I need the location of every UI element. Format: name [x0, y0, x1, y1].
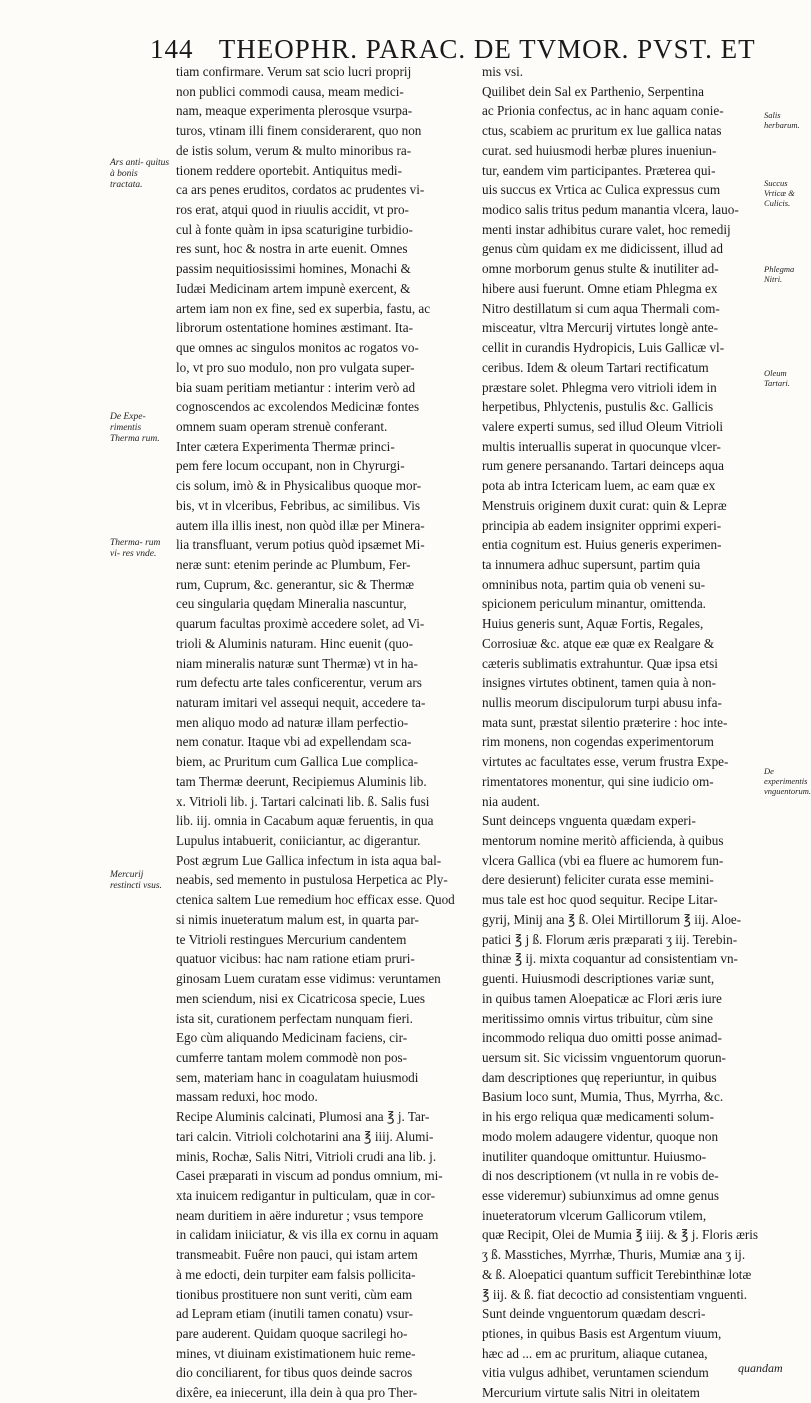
- text-line: uersum sit. Sic vicissim vnguentorum quorun-: [482, 1049, 726, 1065]
- text-line: rum genere persanando. Tartari deinceps aqua: [482, 458, 724, 474]
- text-line: ℥ iij. & ß. fiat decoctio ad consistentiam vnguenti.: [482, 1286, 748, 1302]
- text-line: tionem reddere oportebit. Antiquitus medi-: [176, 162, 402, 178]
- text-line: in calidam iniiciatur, & vis illa ex cornu in aquam: [176, 1227, 439, 1243]
- text-line: biem, ac Pruritum cum Gallica Lue complica-: [176, 754, 419, 770]
- text-line: spicionem periculum minantur, omittenda.: [482, 596, 706, 612]
- text-line: in quibus tamen Aloepaticæ ac Flori æris iure: [482, 990, 722, 1006]
- margin-note-thermarum: Therma- rum vi- res vnde.: [110, 538, 161, 559]
- text-line: mines, vt diuinam existimationem huic reme-: [176, 1345, 416, 1361]
- text-line: cellit in curandis Hydropicis, Luis Gallicæ vl-: [482, 340, 725, 356]
- text-line: lia transfluant, verum potius quòd ipsæmet Mi-: [176, 537, 425, 553]
- text-line: Menstruis originem duxit curat: quin & Lepræ: [482, 497, 727, 513]
- text-line: naturam imitari vel assequi nequit, accedere ta-: [176, 695, 426, 710]
- text-line: Huius generis sunt, Aquæ Fortis, Regales,: [482, 616, 704, 632]
- text-line: Corrosiuæ &c. atque eæ quæ ex Realgare &: [482, 635, 715, 651]
- text-line: pem fere locum occupant, non in Chyrurgi-: [176, 458, 405, 474]
- text-line: autem illa illis inest, non quòd illæ per Minera-: [176, 517, 425, 533]
- text-line: tam Thermæ deerunt, Recipiemus Aluminis lib.: [176, 773, 427, 789]
- text-line: rimentatores monentur, qui sine iudicio om-: [482, 773, 714, 789]
- text-line: ʒ ß. Masstiches, Myrrhæ, Thuris, Mumiæ ana ʒ ij.: [482, 1247, 746, 1263]
- text-line: di nos descriptionem (vt nulla in re vobis de-: [482, 1168, 719, 1184]
- text-line: Ego cùm aliquando Medicinam faciens, cir-: [176, 1030, 408, 1046]
- text-line: niam mineralis naturæ sunt Thermæ) vt in ha-: [176, 655, 418, 671]
- margin-note-unguenta: De experimentis vnguentorum.: [764, 766, 811, 796]
- text-line: entia cognitum est. Huius generis experimen-: [482, 537, 722, 553]
- text-line: ac Prionia confectus, ac in hanc aquam conie-: [482, 103, 724, 119]
- text-line: in his ergo reliqua quæ medicamenti solum-: [482, 1109, 714, 1125]
- text-line: artem iam non ex fine, sed ex superbia, fastu, ac: [176, 300, 431, 316]
- text-line: Quilibet dein Sal ex Parthenio, Serpentina: [482, 83, 704, 99]
- margin-note-phlegma: Phlegma Nitri.: [764, 264, 795, 284]
- text-line: cul à fonte quàm in ipsa scaturigine turbidio-: [176, 221, 413, 237]
- text-line: incommodo reliqua duo omitti posse animad-: [482, 1030, 722, 1046]
- text-line: à me edocti, dein turpiter eam falsis pollicita-: [176, 1266, 416, 1282]
- text-line: nullis meorum discipulorum turpi abusu infa-: [482, 695, 722, 710]
- text-line: ceu singularia quędam Mineralia nascuntur,: [176, 596, 407, 612]
- text-line: tari calcin. Vitrioli colchotarini ana ℥ iiij. Alumi-: [176, 1128, 434, 1144]
- text-line: quæ Recipit, Olei de Mumia ℥ iiij. & ℥ j. Floris æris: [482, 1227, 759, 1243]
- text-line: Casei præparati in viscum ad pondus omnium, mi-: [176, 1168, 443, 1184]
- text-line: cæteris sublimatis extrahuntur. Quæ ipsa etsi: [482, 655, 718, 671]
- text-line: lib. iij. omnia in Cacabum aquæ feruentis, in qua: [176, 813, 434, 829]
- text-line: esse videremur) subiunximus ad omne genus: [482, 1187, 719, 1203]
- text-line: modo molem adaugere videntur, quoque non: [482, 1128, 719, 1144]
- text-line: Sunt deinde vnguentorum quædam descri-: [482, 1306, 706, 1322]
- text-line: xta inuicem redigantur in pulticulam, quæ in cor-: [176, 1187, 436, 1203]
- text-line: patici ℥ j ß. Florum æris præparati ʒ iij. Terebin-: [482, 931, 738, 947]
- text-line: cognoscendos ac excolendos Medicinæ fontes: [176, 399, 420, 415]
- margin-note-experimentis: De Expe- rimentis Therma rum.: [110, 412, 160, 444]
- text-line: omninibus nota, partim quia ob veneni su-: [482, 576, 706, 592]
- margin-note-ars: Ars anti- quitus à bonis tractata.: [110, 158, 170, 190]
- text-line: non publici commodi causa, meam medici-: [176, 83, 404, 99]
- text-line: ta innumera adhuc supersunt, partim quia: [482, 556, 701, 572]
- text-line: modico salis tritus pedum manantia vlcera, lauo-: [482, 202, 739, 218]
- text-line: menti instar adhibitus curare valet, hoc remedij: [482, 221, 731, 237]
- text-line: genus cùm quidam ex me didicissent, illud ad: [482, 241, 723, 257]
- text-line: transmeabit. Fuêre non pauci, qui istam artem: [176, 1247, 418, 1263]
- text-line: ad Lepram etiam (inutili tamen conatu) vsur-: [176, 1306, 414, 1322]
- text-line: ros erat, atqui quod in riuulis accidit, vt pro-: [176, 202, 409, 218]
- text-line: cis solum, imò & in Physicalibus quoque mor-: [176, 478, 422, 494]
- text-line: bis, vt in vlceribus, Febribus, ac similibus. Vis: [176, 497, 421, 513]
- text-line: Inter cætera Experimenta Thermæ princi-: [176, 438, 395, 454]
- text-line: gyrij, Minij ana ℥ ß. Olei Mirtillorum ℥ iij. Aloe-: [482, 911, 742, 927]
- text-line: nam, meaque experimenta plerosque vsurpa-: [176, 103, 413, 119]
- text-line: que omnes ac singulos monitos ac rogatos vo-: [176, 340, 419, 356]
- text-line: nia audent.: [482, 793, 540, 809]
- text-line: uis succus ex Vrtica ac Culica expressus cum: [482, 182, 721, 198]
- text-line: mus tale est hoc quod sequitur. Recipe Litar-: [482, 892, 718, 908]
- text-line: trioli & Aluminis naturam. Hinc euenit (quo-: [176, 635, 413, 651]
- text-line: men sciendum, nisi ex Cicatricosa specie, Lues: [176, 990, 426, 1006]
- text-line: x. Vitrioli lib. j. Tartari calcinati lib. ß. Salis fusi: [176, 793, 430, 809]
- text-line: nem conatur. Itaque vbi ad expellendam sca-: [176, 734, 412, 750]
- text-line: mata sunt, præstat silentio præterire : hoc inte-: [482, 714, 728, 730]
- text-line: multis interuallis superat in quocunque vlcer-: [482, 438, 721, 454]
- text-line: rum, Cuprum, &c. generantur, sic & Thermæ: [176, 576, 415, 592]
- text-line: rim monens, non cogendas experimentorum: [482, 734, 714, 750]
- text-line: si nimis inueteratum malum est, in quarta par-: [176, 911, 419, 927]
- text-line: res sunt, hoc & nostra in arte euenit. Omnes: [176, 241, 408, 257]
- right-text-column: [482, 62, 764, 1403]
- text-line: thinæ ℥ ij. mixta coquantur ad consistentiam vn-: [482, 951, 738, 967]
- text-line: minis, Rochæ, Salis Nitri, Vitrioli crudi ana lib. j.: [176, 1148, 437, 1164]
- text-line: virtutes ac facultates esse, verum frustra Expe-: [482, 754, 729, 770]
- text-line: pare auderent. Quidam quoque sacrilegi ho-: [176, 1326, 408, 1341]
- text-line: mis vsi.: [482, 64, 524, 79]
- text-line: quarum facultas proximè accedere solet, ad Vi-: [176, 616, 425, 632]
- text-line: herpetibus, Phlyctenis, pustulis &c. Gallicis: [482, 399, 714, 415]
- text-line: omnem suam operam strenuè conferant.: [176, 418, 388, 434]
- text-line: Recipe Aluminis calcinati, Plumosi ana ℥ j. Tar-: [176, 1109, 430, 1125]
- text-line: Sunt deinceps vnguenta quædam experi-: [482, 813, 696, 829]
- left-text-column: [176, 62, 456, 1403]
- text-line: Lupulus intabuerit, coniiciantur, ac digerantur.: [176, 833, 421, 849]
- margin-note-mercurij: Mercurij restincti vsus.: [110, 870, 162, 891]
- text-line: principia ab eadem insigniter opprimi experi-: [482, 517, 722, 533]
- text-line: neam duritiem in aëre induretur ; vsus tempore: [176, 1207, 424, 1223]
- text-line: neabis, sed memento in pustulosa Herpetica ac Ply-: [176, 872, 448, 888]
- text-line: meritissimo omnis virtus tribuitur, cùm sine: [482, 1010, 713, 1026]
- text-line: cumferre tantam molem commodè non pos-: [176, 1049, 408, 1065]
- text-line: curat. sed huiusmodi herbæ plures inueniun-: [482, 142, 717, 158]
- text-line: hibere ausi fuerunt. Omne etiam Phlegma ex: [482, 280, 718, 296]
- text-line: ista sit, curationem perfectam nunquam fieri.: [176, 1010, 413, 1026]
- text-line: misceatur, vltra Mercurij virtutes longè ante-: [482, 320, 719, 336]
- text-line: hæc ad ... em ac pruritum, aliaque cutanea,: [482, 1345, 708, 1361]
- text-line: ctenica saltem Lue remedium hoc efficax esse. Quod: [176, 892, 455, 908]
- text-line: men aliquo modo ad naturæ illam perfectio-: [176, 714, 409, 730]
- text-line: vlcera Gallica (vbi ea fluere ac humorem fun-: [482, 852, 724, 868]
- text-line: turos, vtinam illi finem considerarent, quo non: [176, 123, 422, 139]
- text-line: dixêre, ea iniecerunt, illa dein à qua pro Ther-: [176, 1385, 418, 1401]
- text-line: te Vitrioli restingues Mercurium candentem: [176, 931, 407, 947]
- text-line: quatuor vicibus: hac nam ratione etiam pruri-: [176, 951, 415, 967]
- text-line: insignes virtutes obtinent, tamen quia à non-: [482, 675, 717, 691]
- text-line: omne morborum genus stulte & inutiliter ad-: [482, 261, 719, 277]
- text-line: vitia vulgus adhibet, veruntamen sciendum: [482, 1365, 709, 1381]
- text-line: ceribus. Idem & oleum Tartari rectificatum: [482, 359, 709, 375]
- page-number: 144: [150, 34, 194, 64]
- text-line: Iudæi Medicinam artem impunè exercent, &: [176, 280, 411, 296]
- text-line: sem, materiam hanc in coagulatam huiusmodi: [176, 1069, 419, 1085]
- text-line: neræ sunt: etenim perinde ac Plumbum, Fer-: [176, 556, 411, 572]
- text-line: mentorum nomine meritò afficienda, à quibus: [482, 833, 724, 849]
- text-line: guenti. Huiusmodi descriptiones variæ sunt,: [482, 971, 715, 987]
- text-line: bia suam peritiam metiantur : interim verò ad: [176, 379, 416, 395]
- text-line: Post ægrum Lue Gallica infectum in ista aqua bal-: [176, 852, 442, 868]
- text-line: librorum ostentatione homines æstimant. Ita-: [176, 320, 413, 336]
- text-line: præstare solet. Phlegma vero vitrioli idem in: [482, 379, 717, 395]
- running-title: THEOPHR. PARAC. DE TVMOR. PVST. ET: [218, 34, 756, 64]
- text-line: inutiliter quandoque omittuntur. Huiusmo-: [482, 1148, 707, 1164]
- text-line: passim nequitiosissimi homines, Monachi &: [176, 261, 411, 277]
- text-line: ca ars penes eruditos, cordatos ac prudentes vi-: [176, 182, 425, 198]
- text-line: inueteratorum vlcerum Gallicorum vtilem,: [482, 1207, 707, 1223]
- text-line: massam reduxi, hoc modo.: [176, 1089, 318, 1105]
- text-line: tionibus prostituere non sunt veriti, cùm eam: [176, 1286, 413, 1302]
- text-line: valere experti sumus, sed illud Oleum Vitrioli: [482, 418, 724, 434]
- text-line: tur, eandem vim participantes. Præterea qui-: [482, 162, 716, 178]
- text-line: ptiones, in quibus Basis est Argentum viuum,: [482, 1326, 722, 1341]
- margin-note-salis: Salis herbarum.: [764, 110, 800, 130]
- text-line: de istis solum, verum & multo minoribus ra-: [176, 142, 412, 158]
- text-line: dio conciliarent, for tibus quos deinde sacros: [176, 1365, 413, 1381]
- text-line: & ß. Aloepatici quantum sufficit Terebinthinæ lotæ: [482, 1266, 752, 1282]
- text-line: rum defectu arte tales conficerentur, verum ars: [176, 675, 422, 691]
- text-line: Mercurium virtute salis Nitri in oleitatem: [482, 1385, 700, 1401]
- text-line: dere desierunt) feliciter curata esse memini-: [482, 872, 714, 888]
- catchword: quandam: [738, 1361, 783, 1375]
- text-line: pota ab intra Ictericam luem, ac eam quæ ex: [482, 478, 716, 494]
- text-line: Basium loco sunt, Mumia, Thus, Myrrha, &c.: [482, 1089, 724, 1105]
- margin-note-succus: Succus Vrticæ & Culicis.: [764, 178, 795, 208]
- text-line: dam descriptiones quę reperiuntur, in quibus: [482, 1069, 717, 1085]
- text-line: lo, vt pro suo modulo, non pro vulgata super-: [176, 359, 415, 375]
- text-line: Nitro destillatum si cum aqua Thermali com-: [482, 300, 720, 316]
- margin-note-oleum: Oleum Tartari.: [764, 368, 790, 388]
- text-line: ctus, scabiem ac pruritum ex lue gallica natas: [482, 123, 722, 139]
- text-line: ginosam Luem curatam esse vidimus: veruntamen: [176, 971, 441, 987]
- text-line: tiam confirmare. Verum sat scio lucri proprij: [176, 64, 412, 79]
